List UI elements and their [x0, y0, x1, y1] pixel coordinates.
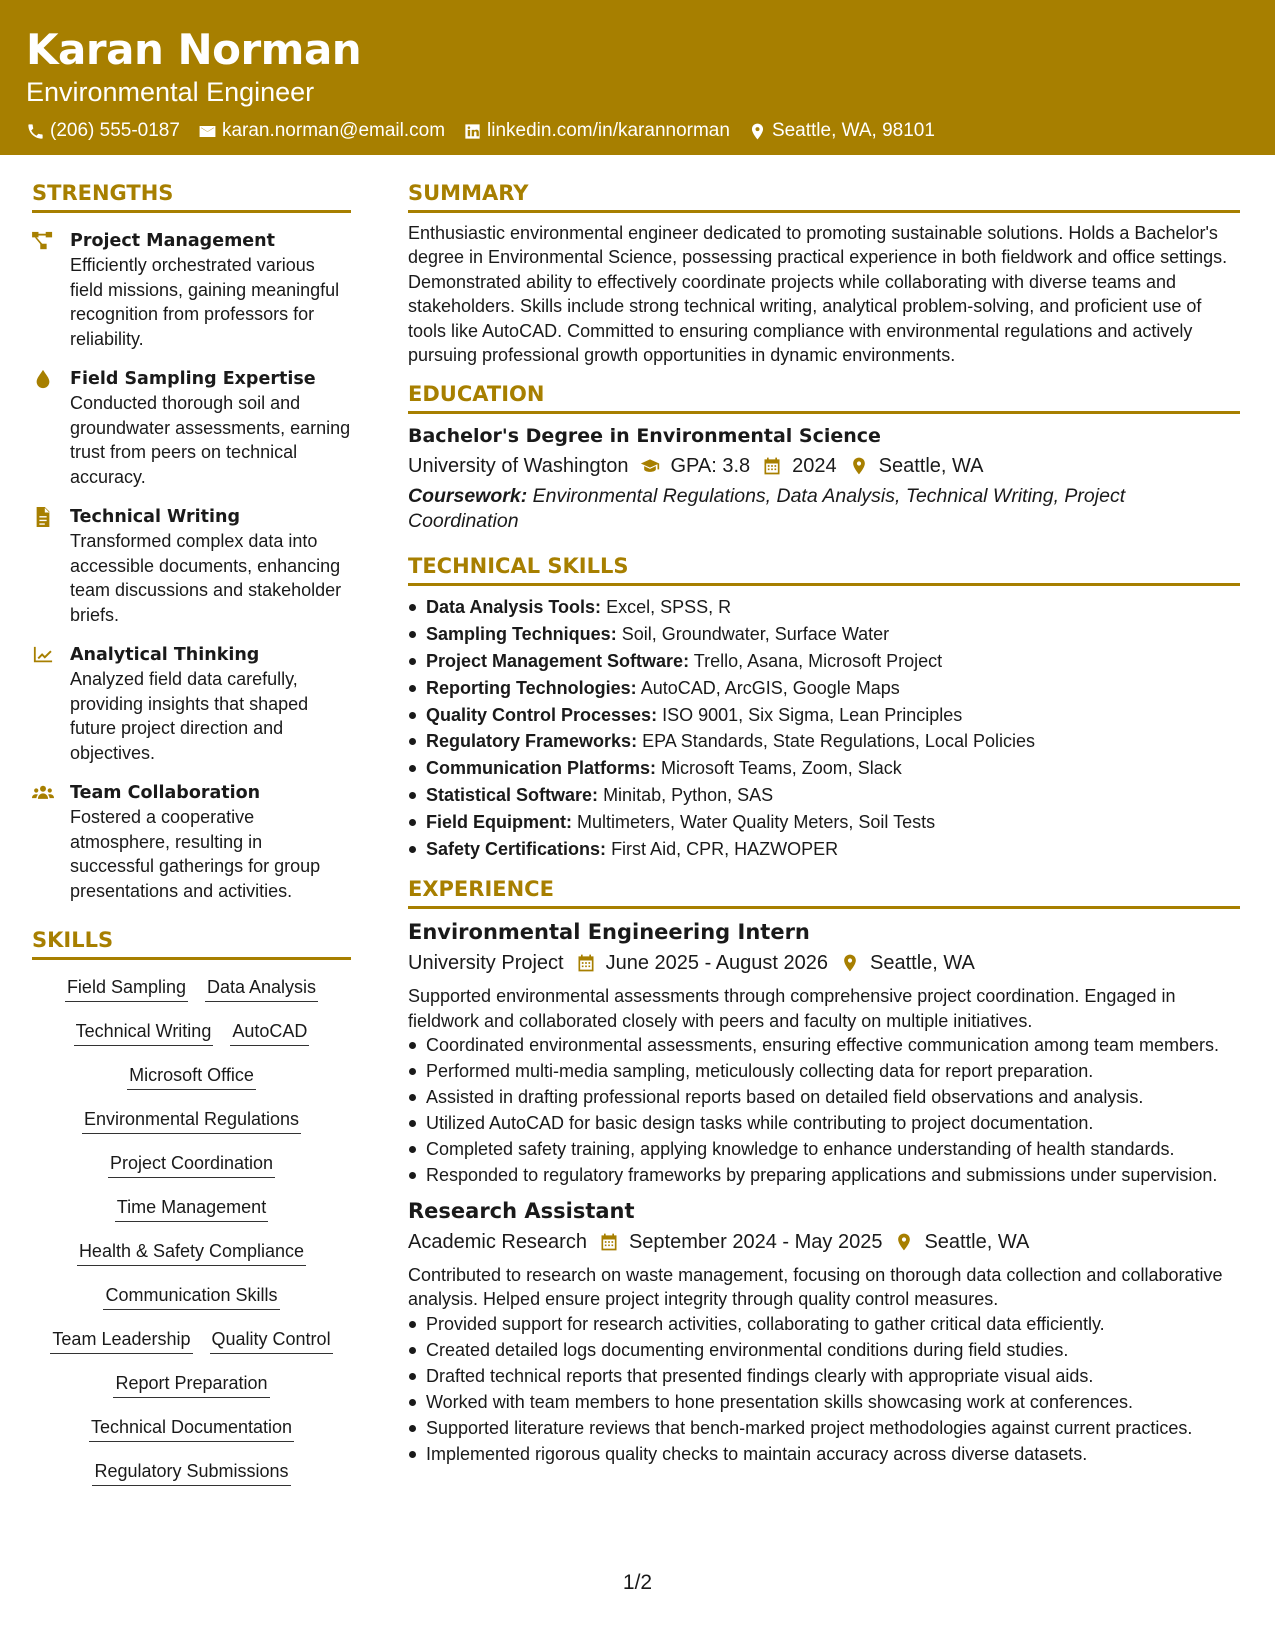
resume-header	[0, 0, 1275, 155]
job-entry	[408, 1197, 1240, 1467]
project-diagram-icon	[32, 231, 54, 251]
skill-tag: Regulatory Submissions	[92, 1459, 290, 1486]
skill-value: Minitab, Python, SAS	[603, 785, 774, 806]
skill-label: Sampling Techniques:	[426, 624, 617, 645]
job-meta	[408, 1227, 1240, 1257]
skill-label: Reporting Technologies:	[426, 677, 637, 698]
graduation-year: 2024	[792, 455, 837, 478]
strength-title: Technical Writing	[70, 507, 241, 527]
map-pin-icon	[748, 122, 767, 141]
skill-tag: Microsoft Office	[127, 1063, 256, 1090]
coursework-label: Coursework:	[408, 485, 528, 508]
skill-tag: Communication Skills	[103, 1283, 279, 1310]
list-item: Performed multi-media sampling, meticulously collecting data for report preparation.	[408, 1059, 1240, 1084]
list-item: Coordinated environmental assessments, ensuring effective communication among team members.	[408, 1033, 1240, 1058]
skill-label: Regulatory Frameworks:	[426, 731, 638, 752]
skill-label: Data Analysis Tools:	[426, 597, 602, 618]
document-icon	[32, 507, 54, 527]
skill-value: Trello, Asana, Microsoft Project	[693, 651, 943, 672]
skill-tag: Environmental Regulations	[82, 1107, 301, 1134]
job-org: Academic Research	[408, 1230, 587, 1253]
skill-tag: Report Preparation	[113, 1371, 269, 1398]
list-item: Completed safety training, applying knowledge to enhance understanding of health standards.	[408, 1137, 1240, 1162]
skills-heading: SKILLS	[32, 927, 351, 960]
strength-desc: Analyzed field data carefully, providing insights that shaped future project direction and objectives.	[70, 669, 309, 763]
skill-label: Project Management Software:	[426, 651, 690, 672]
list-item: Utilized AutoCAD for basic design tasks while contributing to project documentation.	[408, 1111, 1240, 1136]
skill-value: AutoCAD, ArcGIS, Google Maps	[640, 677, 900, 698]
droplet-icon	[32, 369, 54, 389]
list-item: Drafted technical reports that presented findings clearly with appropriate visual aids.	[408, 1364, 1240, 1389]
right-column	[408, 180, 1240, 1468]
strength-title: Project Management	[70, 231, 275, 251]
job-description: Supported environmental assessments through comprehensive project coordination. Engaged in fieldwork and collaborated closely with peers and faculty on multiple initiatives.	[408, 986, 1176, 1031]
strength-item	[32, 367, 351, 489]
skill-label: Field Equipment:	[426, 811, 572, 832]
list-item: Created detailed logs documenting environmental conditions during field studies.	[408, 1338, 1240, 1363]
strength-desc: Fostered a cooperative atmosphere, resulting in successful gatherings for group presentations and activities.	[70, 807, 321, 901]
experience-heading: EXPERIENCE	[408, 876, 1240, 909]
calendar-icon	[762, 456, 782, 476]
list-item	[408, 702, 1240, 729]
strength-title: Field Sampling Expertise	[70, 369, 316, 389]
line-chart-icon	[32, 645, 54, 665]
graduation-cap-icon	[640, 456, 660, 476]
list-item: Worked with team members to hone presentation skills showcasing work at conferences.	[408, 1390, 1240, 1415]
strength-desc: Transformed complex data into accessible documents, enhancing team discussions and stakeholder briefs.	[70, 531, 342, 625]
skill-label: Safety Certifications:	[426, 838, 607, 859]
list-item: Supported literature reviews that bench-marked project methodologies against current practices.	[408, 1416, 1240, 1441]
strength-item	[32, 643, 351, 765]
education-heading: EDUCATION	[408, 381, 1240, 414]
phone-icon	[26, 122, 45, 141]
list-item: Assisted in drafting professional reports based on detailed field observations and analysis.	[408, 1085, 1240, 1110]
envelope-icon	[198, 122, 217, 141]
skill-tag: Technical Writing	[74, 1019, 214, 1046]
list-item	[408, 782, 1240, 809]
location-text: Seattle, WA, 98101	[771, 120, 935, 141]
skill-tag: Team Leadership	[50, 1327, 192, 1354]
education-location: Seattle, WA	[878, 455, 984, 478]
strength-desc: Conducted thorough soil and groundwater assessments, earning trust from peers on technical accuracy.	[70, 393, 351, 487]
strength-title: Analytical Thinking	[70, 645, 260, 665]
technical-skills-list	[408, 594, 1240, 862]
list-item	[408, 728, 1240, 755]
job-bullets	[408, 1312, 1240, 1467]
left-column	[32, 180, 351, 1486]
skill-value: Multimeters, Water Quality Meters, Soil Tests	[577, 811, 936, 832]
job-location: Seattle, WA	[870, 952, 975, 975]
skill-value: Soil, Groundwater, Surface Water	[621, 624, 890, 645]
skill-value: ISO 9001, Six Sigma, Lean Principles	[662, 704, 963, 725]
job-description: Contributed to research on waste management, focusing on thorough data collection and collaborative analysis. Helped ensure project integrity through quality control measures.	[408, 1264, 1223, 1310]
list-item	[408, 621, 1240, 648]
skill-label: Statistical Software:	[426, 785, 599, 806]
skill-tag: Data Analysis	[205, 975, 318, 1002]
candidate-name: Karan Norman	[26, 25, 362, 74]
job-location: Seattle, WA	[924, 1230, 1030, 1253]
job-meta	[408, 948, 1240, 978]
job-entry	[408, 918, 1240, 1188]
map-pin-icon	[840, 953, 860, 973]
education-meta	[408, 451, 1240, 481]
contact-location	[748, 120, 935, 142]
contact-linkedin[interactable]	[463, 120, 730, 142]
strength-item	[32, 229, 351, 351]
calendar-icon	[599, 1232, 619, 1252]
strength-desc: Efficiently orchestrated various field missions, gaining meaningful recognition from professors for reliability.	[70, 255, 340, 349]
job-dates: June 2025 - August 2026	[605, 952, 829, 975]
contact-bar	[26, 120, 1275, 142]
strength-item	[32, 781, 351, 903]
skill-value: Microsoft Teams, Zoom, Slack	[661, 758, 902, 779]
candidate-title: Environmental Engineer	[26, 77, 315, 107]
skill-tag: Project Coordination	[108, 1151, 275, 1178]
phone-text: (206) 555-0187	[50, 120, 180, 141]
job-title: Research Assistant	[408, 1198, 635, 1223]
job-dates: September 2024 - May 2025	[628, 1230, 883, 1253]
skill-tag: Health & Safety Compliance	[77, 1239, 306, 1266]
list-item	[408, 648, 1240, 675]
contact-phone[interactable]	[26, 120, 180, 142]
strength-title: Team Collaboration	[70, 783, 261, 803]
list-item	[408, 809, 1240, 836]
email-text: karan.norman@email.com	[221, 120, 446, 141]
users-icon	[32, 783, 54, 803]
skill-label: Quality Control Processes:	[426, 704, 658, 725]
degree-title: Bachelor's Degree in Environmental Science	[408, 425, 881, 448]
skill-tag: Quality Control	[210, 1327, 333, 1354]
list-item	[408, 836, 1240, 863]
contact-email[interactable]	[198, 120, 445, 142]
job-bullets	[408, 1033, 1240, 1188]
calendar-icon	[576, 953, 596, 973]
list-item: Responded to regulatory frameworks by preparing applications and submissions under supervision.	[408, 1163, 1240, 1188]
list-item: Provided support for research activities, collaborating to gather critical data efficiently.	[408, 1312, 1240, 1337]
school-name: University of Washington	[408, 455, 629, 478]
skill-tag: Technical Documentation	[89, 1415, 294, 1442]
map-pin-icon	[894, 1232, 914, 1252]
map-pin-icon	[849, 456, 869, 476]
job-title: Environmental Engineering Intern	[408, 920, 810, 945]
skill-tag: Time Management	[115, 1195, 268, 1222]
list-item	[408, 755, 1240, 782]
skills-list	[32, 975, 351, 1486]
technical-skills-heading: TECHNICAL SKILLS	[408, 553, 1240, 586]
strengths-heading: STRENGTHS	[32, 180, 351, 213]
summary-text: Enthusiastic environmental engineer dedicated to promoting sustainable solutions. Holds a Bachelor's degree in Environmental Science, possessing practical experience in both fieldwork and office settings. Demonstrated ability to effectively coordinate projects while collaborating with diverse teams and stakeholders. Skills include strong technical writing, analytical problem-solving, and proficient use of tools like AutoCAD. Committed to ensuring compliance with environmental regulations and actively pursuing professional growth opportunities in dynamic environments.	[408, 223, 1228, 366]
summary-heading: SUMMARY	[408, 180, 1240, 213]
list-item	[408, 675, 1240, 702]
skill-value: First Aid, CPR, HAZWOPER	[611, 838, 839, 859]
coursework	[408, 484, 1240, 533]
linkedin-text: linkedin.com/in/karannorman	[487, 120, 730, 141]
list-item: Implemented rigorous quality checks to maintain accuracy across diverse datasets.	[408, 1442, 1240, 1467]
gpa: GPA: 3.8	[670, 455, 751, 478]
skill-value: Excel, SPSS, R	[606, 597, 732, 618]
skill-label: Communication Platforms:	[426, 758, 657, 779]
page-number: 1/2	[622, 1571, 653, 1594]
skill-tag: Field Sampling	[65, 975, 188, 1002]
list-item	[408, 594, 1240, 621]
coursework-list: Environmental Regulations, Data Analysis, Technical Writing, Project Coordination	[408, 485, 1126, 532]
skill-tag: AutoCAD	[230, 1019, 309, 1046]
linkedin-icon	[463, 122, 482, 141]
job-org: University Project	[408, 952, 564, 975]
strength-item	[32, 505, 351, 627]
skill-value: EPA Standards, State Regulations, Local Policies	[642, 731, 1035, 752]
